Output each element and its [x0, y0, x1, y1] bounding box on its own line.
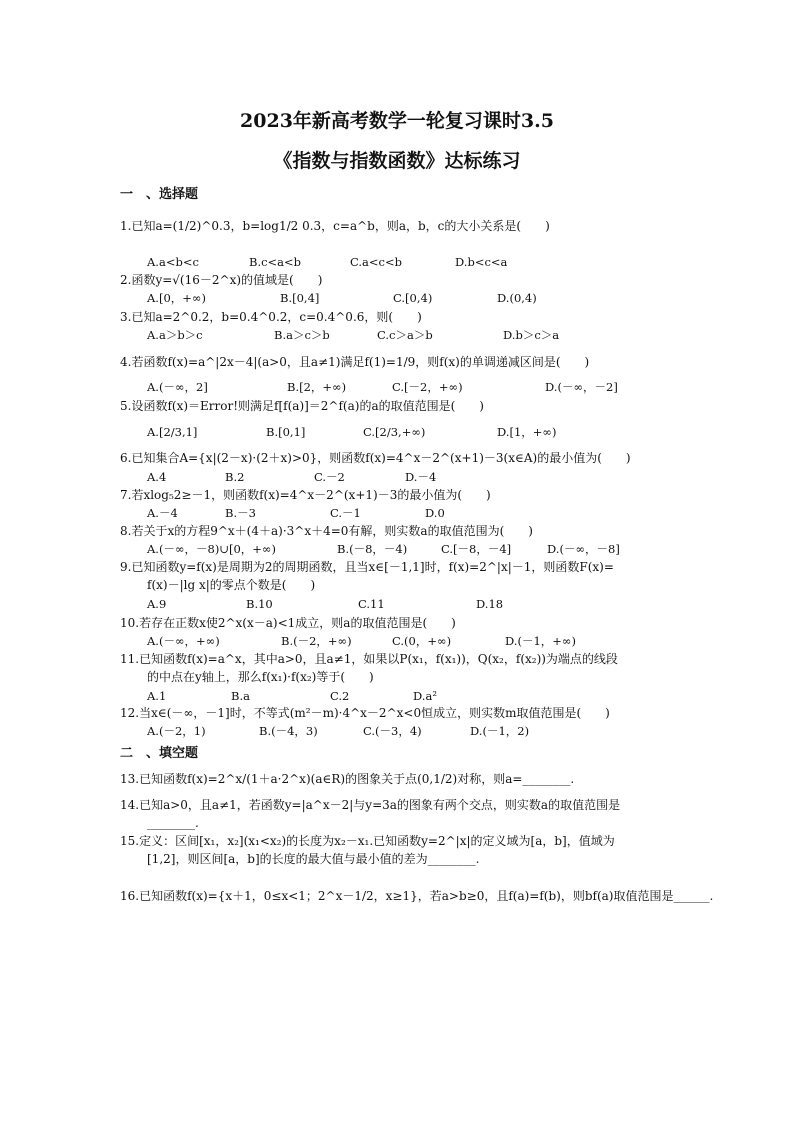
- doc-title-line1: 2023年新高考数学一轮复习课时3.5: [240, 110, 554, 132]
- fill-question-15-stem-continued: [1,2]，则区间[a，b]的长度的最大值与最小值的差为________.: [147, 852, 480, 866]
- option-C[interactable]: C.c＞a＞b: [377, 328, 433, 342]
- question-10-stem: 10.若存在正数x使2^x(x－a)<1成立，则a的取值范围是( ): [120, 616, 456, 630]
- option-B[interactable]: B.[0,1]: [266, 425, 306, 439]
- option-B[interactable]: B.a＞c＞b: [274, 328, 330, 342]
- option-D[interactable]: D.b<c<a: [455, 255, 508, 269]
- option-B[interactable]: B.(－4，3): [259, 724, 318, 738]
- question-8-stem: 8.若关于x的方程9^x＋(4＋a)·3^x＋4=0有解，则实数a的取值范围为( ): [120, 524, 533, 538]
- option-C[interactable]: C.11: [358, 597, 385, 611]
- question-6-stem: 6.已知集合A={x|(2－x)·(2＋x)>0}，则函数f(x)=4^x－2^(x+1)－3(x∈A)的最小值为( ): [120, 451, 631, 465]
- option-D[interactable]: D.b＞c＞a: [503, 328, 560, 342]
- question-11-stem-continued: 的中点在y轴上，那么f(x₁)·f(x₂)等于( ): [147, 670, 374, 684]
- option-D[interactable]: D.(－∞，－2]: [545, 380, 618, 394]
- option-B[interactable]: B.[2，+∞): [287, 380, 347, 394]
- option-D[interactable]: D.－4: [405, 470, 437, 484]
- option-A[interactable]: A.a＞b＞c: [147, 328, 203, 342]
- option-C[interactable]: C.－1: [330, 506, 361, 520]
- question-9-stem: 9.已知函数y=f(x)是周期为2的周期函数，且当x∈[－1,1]时，f(x)=2^|x|－1，则函数F(x)=: [120, 560, 614, 574]
- option-A[interactable]: A.[2/3,1]: [147, 425, 198, 439]
- option-A[interactable]: A.－4: [147, 506, 178, 520]
- option-C[interactable]: C.(0，+∞): [392, 634, 452, 648]
- option-B[interactable]: B.(－2，+∞): [281, 634, 352, 648]
- option-D[interactable]: D.(－∞，－8]: [547, 542, 620, 556]
- question-5-stem: 5.设函数f(x)＝Error!则满足f[f(a)]＝2^f(a)的a的取值范围是( ): [120, 399, 484, 413]
- question-12-stem: 12.当x∈(－∞，－1]时，不等式(m²－m)·4^x－2^x<0恒成立，则实数m取值范围是( ): [120, 706, 610, 720]
- option-C[interactable]: C.[－2，+∞): [392, 380, 463, 394]
- option-B[interactable]: B.a: [231, 689, 250, 703]
- fill-question-14-stem-continued: ________.: [147, 816, 199, 830]
- option-D[interactable]: D.18: [476, 597, 504, 611]
- option-D[interactable]: D.[1，+∞): [497, 425, 557, 439]
- option-C[interactable]: C.[0,4): [393, 291, 433, 305]
- question-9-stem-continued: f(x)－|lg x|的零点个数是( ): [147, 578, 316, 592]
- question-7-stem: 7.若xlog₅2≥－1，则函数f(x)=4^x－2^(x+1)－3的最小值为( ): [120, 488, 491, 502]
- option-A[interactable]: A.1: [147, 689, 167, 703]
- option-B[interactable]: B.[0,4]: [280, 291, 320, 305]
- option-C[interactable]: C.[－8，－4]: [441, 542, 512, 556]
- option-A[interactable]: A.(－∞，+∞): [147, 634, 220, 648]
- option-D[interactable]: D.(0,4): [497, 291, 537, 305]
- question-2-stem: 2.函数y=√(16－2^x)的值域是( ): [120, 273, 323, 287]
- fill-question-15-stem: 15.定义：区间[x₁，x₂](x₁<x₂)的长度为x₂－x₁.已知函数y=2^|x|的定义域为[a，b]，值域为: [120, 834, 615, 848]
- option-D[interactable]: D.a²: [413, 689, 437, 703]
- question-4-stem: 4.若函数f(x)=a^|2x－4|(a>0，且a≠1)满足f(1)=1/9，则f(x)的单调递减区间是( ): [120, 355, 590, 369]
- doc-title-line2: 《指数与指数函数》达标练习: [273, 150, 521, 172]
- option-D[interactable]: D.(－1，2): [470, 724, 530, 738]
- option-A[interactable]: A.4: [147, 470, 167, 484]
- option-C[interactable]: C.[2/3,+∞): [363, 425, 426, 439]
- section-heading-choice: 一 、选择题: [120, 187, 199, 202]
- option-C[interactable]: C.(－3，4): [363, 724, 422, 738]
- option-A[interactable]: A.[0，+∞): [147, 291, 206, 305]
- option-D[interactable]: D.0: [425, 506, 445, 520]
- option-C[interactable]: C.2: [330, 689, 350, 703]
- option-B[interactable]: B.c<a<b: [249, 255, 302, 269]
- option-B[interactable]: B.2: [225, 470, 245, 484]
- question-11-stem: 11.已知函数f(x)=a^x，其中a>0，且a≠1，如果以P(x₁，f(x₁))，Q(x₂，f(x₂))为端点的线段: [120, 652, 618, 666]
- section-heading-fill: 二 、填空题: [120, 746, 199, 761]
- question-1-stem: 1.已知a=(1/2)^0.3，b=log1/2 0.3，c=a^b，则a，b，c的大小关系是( ): [120, 219, 550, 233]
- option-A[interactable]: A.(－∞，2]: [147, 380, 208, 394]
- fill-question-14-stem: 14.已知a>0，且a≠1，若函数y=|a^x－2|与y=3a的图象有两个交点，则实数a的取值范围是: [120, 798, 621, 812]
- question-3-stem: 3.已知a=2^0.2，b=0.4^0.2，c=0.4^0.6，则( ): [120, 310, 422, 324]
- option-A[interactable]: A.(－2，1): [147, 724, 206, 738]
- option-B[interactable]: B.(－8，－4): [337, 542, 408, 556]
- option-B[interactable]: B.10: [246, 597, 273, 611]
- option-C[interactable]: C.a<c<b: [350, 255, 402, 269]
- option-C[interactable]: C.－2: [314, 470, 345, 484]
- fill-question-13-stem: 13.已知函数f(x)=2^x/(1＋a·2^x)(a∈R)的图象关于点(0,1/2)对称，则a=________.: [120, 772, 575, 786]
- option-A[interactable]: A.9: [147, 597, 167, 611]
- option-D[interactable]: D.(－1，+∞): [505, 634, 576, 648]
- fill-question-16-stem: 16.已知函数f(x)={x＋1，0≤x<1；2^x－1/2，x≥1}，若a>b≥0，且f(a)=f(b)，则bf(a)取值范围是______.: [120, 889, 714, 903]
- option-A[interactable]: A.(－∞，－8)∪[0，+∞): [147, 542, 276, 556]
- option-B[interactable]: B.－3: [225, 506, 256, 520]
- option-A[interactable]: A.a<b<c: [147, 255, 199, 269]
